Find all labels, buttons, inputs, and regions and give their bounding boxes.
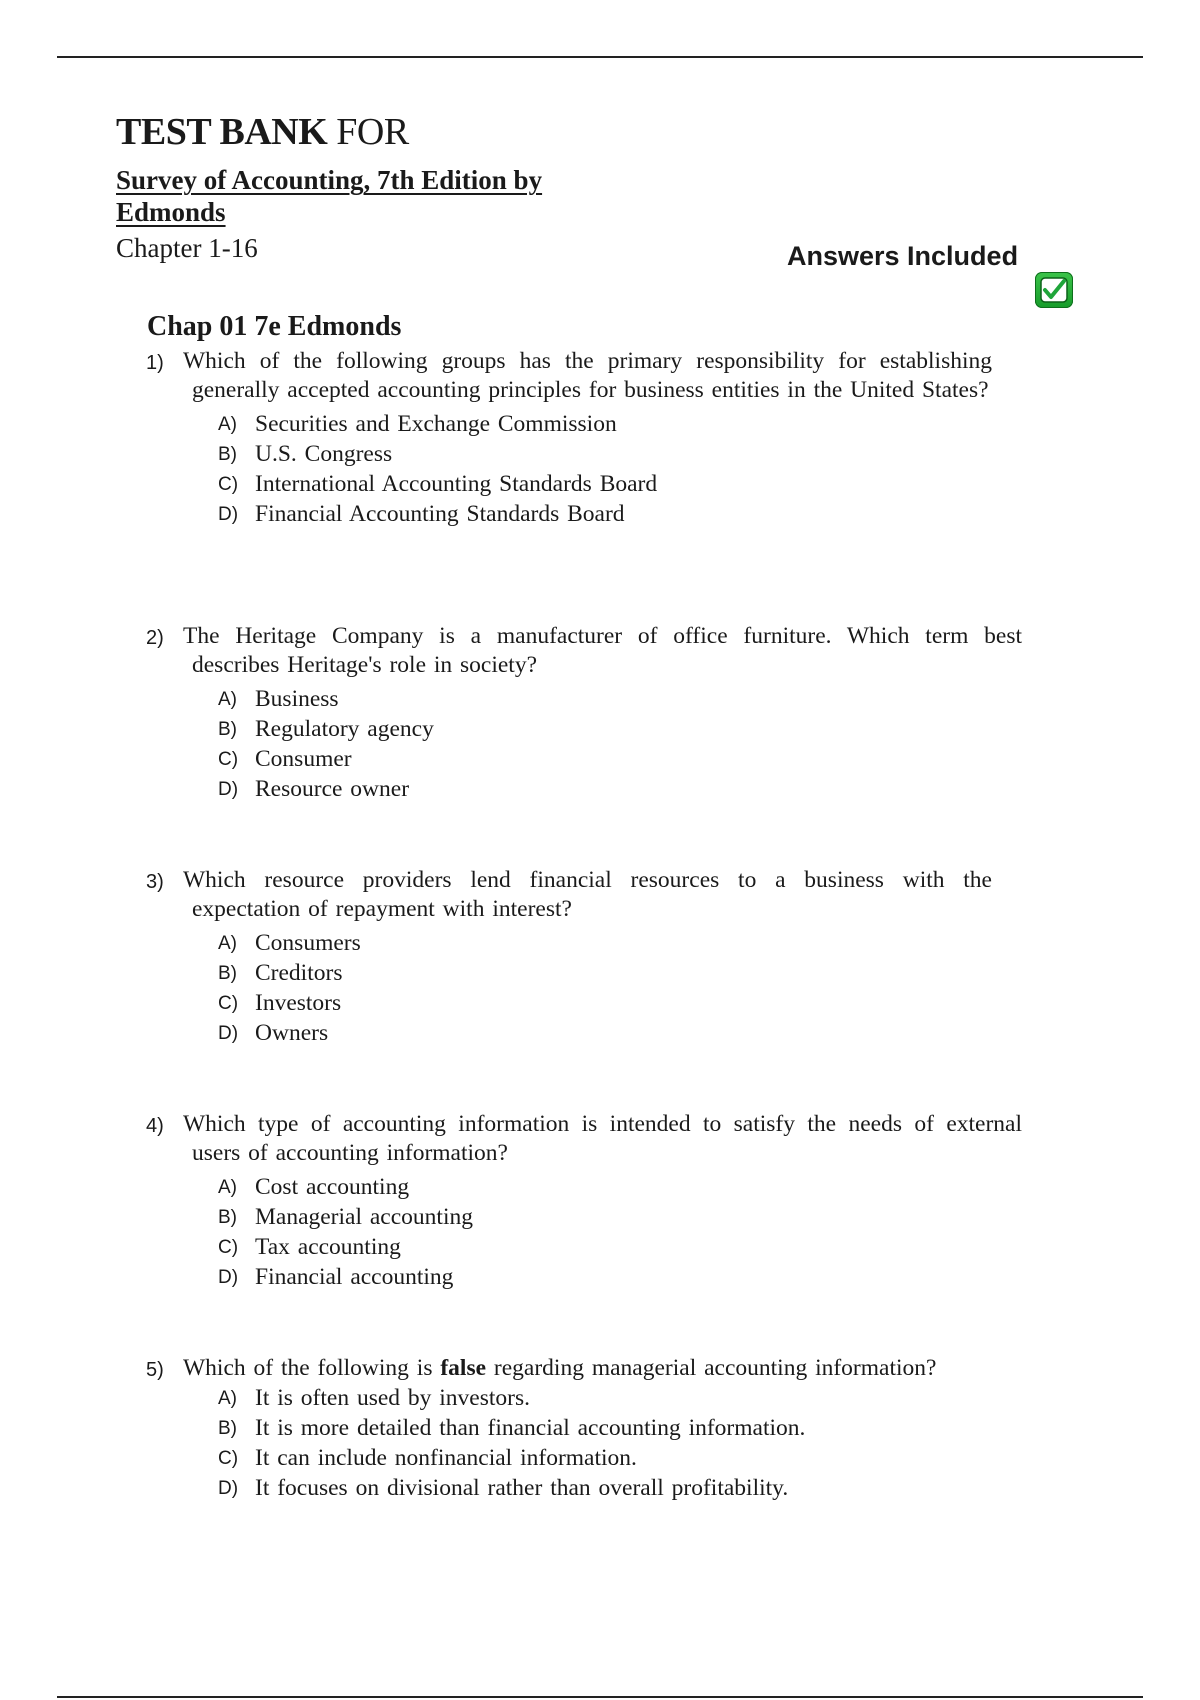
check-icon <box>1035 272 1073 308</box>
choice-text: Managerial accounting <box>255 1204 473 1230</box>
choice-c <box>0 988 1200 1018</box>
choice-a <box>0 409 1200 439</box>
choice-letter: A) <box>218 933 237 954</box>
choice-letter: C) <box>218 993 239 1014</box>
choice-letter: D) <box>218 1478 239 1499</box>
question-text: Which of the following groups has the primary responsibility for establishing generally accepted accounting principles for business entities in the United States? <box>183 348 992 403</box>
choice-a <box>0 1172 1200 1202</box>
choice-list <box>0 1383 1200 1503</box>
question-4 <box>0 1110 1200 1292</box>
choice-list <box>0 684 1200 804</box>
choice-letter: D) <box>218 1023 239 1044</box>
question-text: The Heritage Company is a manufacturer of office furniture. Which term best describes Heritage's role in society? <box>183 623 1022 678</box>
choice-d <box>0 1262 1200 1292</box>
choice-letter: C) <box>218 1448 239 1469</box>
choice-text: International Accounting Standards Board <box>255 471 658 497</box>
choice-d <box>0 774 1200 804</box>
question-stem <box>0 866 992 924</box>
choice-letter: A) <box>218 414 237 435</box>
choice-letter: B) <box>218 1207 237 1228</box>
book-title: Survey of Accounting, 7th Edition by Edmonds <box>116 165 543 227</box>
question-text-emphasis: false <box>440 1355 487 1381</box>
choice-text: U.S. Congress <box>255 441 393 467</box>
choice-c <box>0 1443 1200 1473</box>
question-1 <box>0 347 1200 529</box>
choice-text: Business <box>255 686 339 712</box>
choice-list <box>0 1172 1200 1292</box>
choice-letter: A) <box>218 1177 237 1198</box>
choice-text: Financial Accounting Standards Board <box>255 501 625 527</box>
choice-text: Consumer <box>255 746 352 772</box>
choice-text: Cost accounting <box>255 1174 410 1200</box>
choice-text: Creditors <box>255 960 343 986</box>
answers-included-label: Answers Included <box>787 241 1019 271</box>
choice-letter: D) <box>218 1267 239 1288</box>
question-number: 1) <box>146 352 164 374</box>
choice-list <box>0 409 1200 529</box>
choice-text: It focuses on divisional rather than overall profitability. <box>255 1475 789 1501</box>
choice-d <box>0 499 1200 529</box>
choice-text: Owners <box>255 1020 329 1046</box>
question-stem <box>0 1354 1022 1383</box>
choice-text: It is often used by investors. <box>255 1385 530 1411</box>
choice-b <box>0 439 1200 469</box>
choice-text: Investors <box>255 990 342 1016</box>
choice-letter: B) <box>218 1418 237 1439</box>
question-stem <box>0 347 992 405</box>
choice-letter: A) <box>218 1388 237 1409</box>
choice-c <box>0 744 1200 774</box>
bottom-rule <box>57 1696 1143 1698</box>
document-title-bold: TEST BANK <box>116 111 328 153</box>
choice-letter: B) <box>218 963 237 984</box>
question-2 <box>0 622 1200 804</box>
question-number: 2) <box>146 627 164 649</box>
question-text-before: Which of the following is <box>183 1355 441 1381</box>
choice-letter: A) <box>218 689 237 710</box>
choice-a <box>0 684 1200 714</box>
choice-letter: C) <box>218 749 239 770</box>
choice-letter: B) <box>218 719 237 740</box>
question-text: Which resource providers lend financial resources to a business with the expectation of repayment with interest? <box>183 867 992 922</box>
choice-d <box>0 1018 1200 1048</box>
question-stem <box>0 622 1022 680</box>
choice-text: It can include nonfinancial information. <box>255 1445 637 1471</box>
choice-letter: D) <box>218 504 239 525</box>
question-number: 3) <box>146 871 164 893</box>
question-text: Which type of accounting information is intended to satisfy the needs of external users of accounting information? <box>183 1111 1022 1166</box>
question-5 <box>0 1354 1200 1503</box>
choice-letter: C) <box>218 1237 239 1258</box>
choice-letter: D) <box>218 779 239 800</box>
question-stem <box>0 1110 1022 1168</box>
question-text-after: regarding managerial accounting information? <box>486 1355 937 1381</box>
choice-a <box>0 1383 1200 1413</box>
choice-text: Resource owner <box>255 776 410 802</box>
choice-text: Consumers <box>255 930 361 956</box>
check-mark-icon <box>1039 275 1069 305</box>
question-number: 5) <box>146 1359 164 1381</box>
choice-a <box>0 928 1200 958</box>
choice-b <box>0 1413 1200 1443</box>
document-title-rest: FOR <box>327 111 409 153</box>
choice-b <box>0 1202 1200 1232</box>
chapter-range: Chapter 1-16 <box>116 233 258 263</box>
choice-list <box>0 928 1200 1048</box>
choice-text: It is more detailed than financial accounting information. <box>255 1415 806 1441</box>
choice-d <box>0 1473 1200 1503</box>
choice-text: Regulatory agency <box>255 716 434 742</box>
choice-c <box>0 469 1200 499</box>
choice-b <box>0 958 1200 988</box>
choice-b <box>0 714 1200 744</box>
question-number: 4) <box>146 1115 164 1137</box>
choice-text: Securities and Exchange Commission <box>255 411 617 437</box>
choice-letter: B) <box>218 444 237 465</box>
document-title <box>116 112 409 154</box>
choice-c <box>0 1232 1200 1262</box>
question-3 <box>0 866 1200 1048</box>
choice-text: Tax accounting <box>255 1234 401 1260</box>
choice-text: Financial accounting <box>255 1264 454 1290</box>
top-rule <box>57 56 1143 58</box>
choice-letter: C) <box>218 474 239 495</box>
chapter-heading: Chap 01 7e Edmonds <box>147 311 402 342</box>
question-text <box>183 1354 1022 1383</box>
